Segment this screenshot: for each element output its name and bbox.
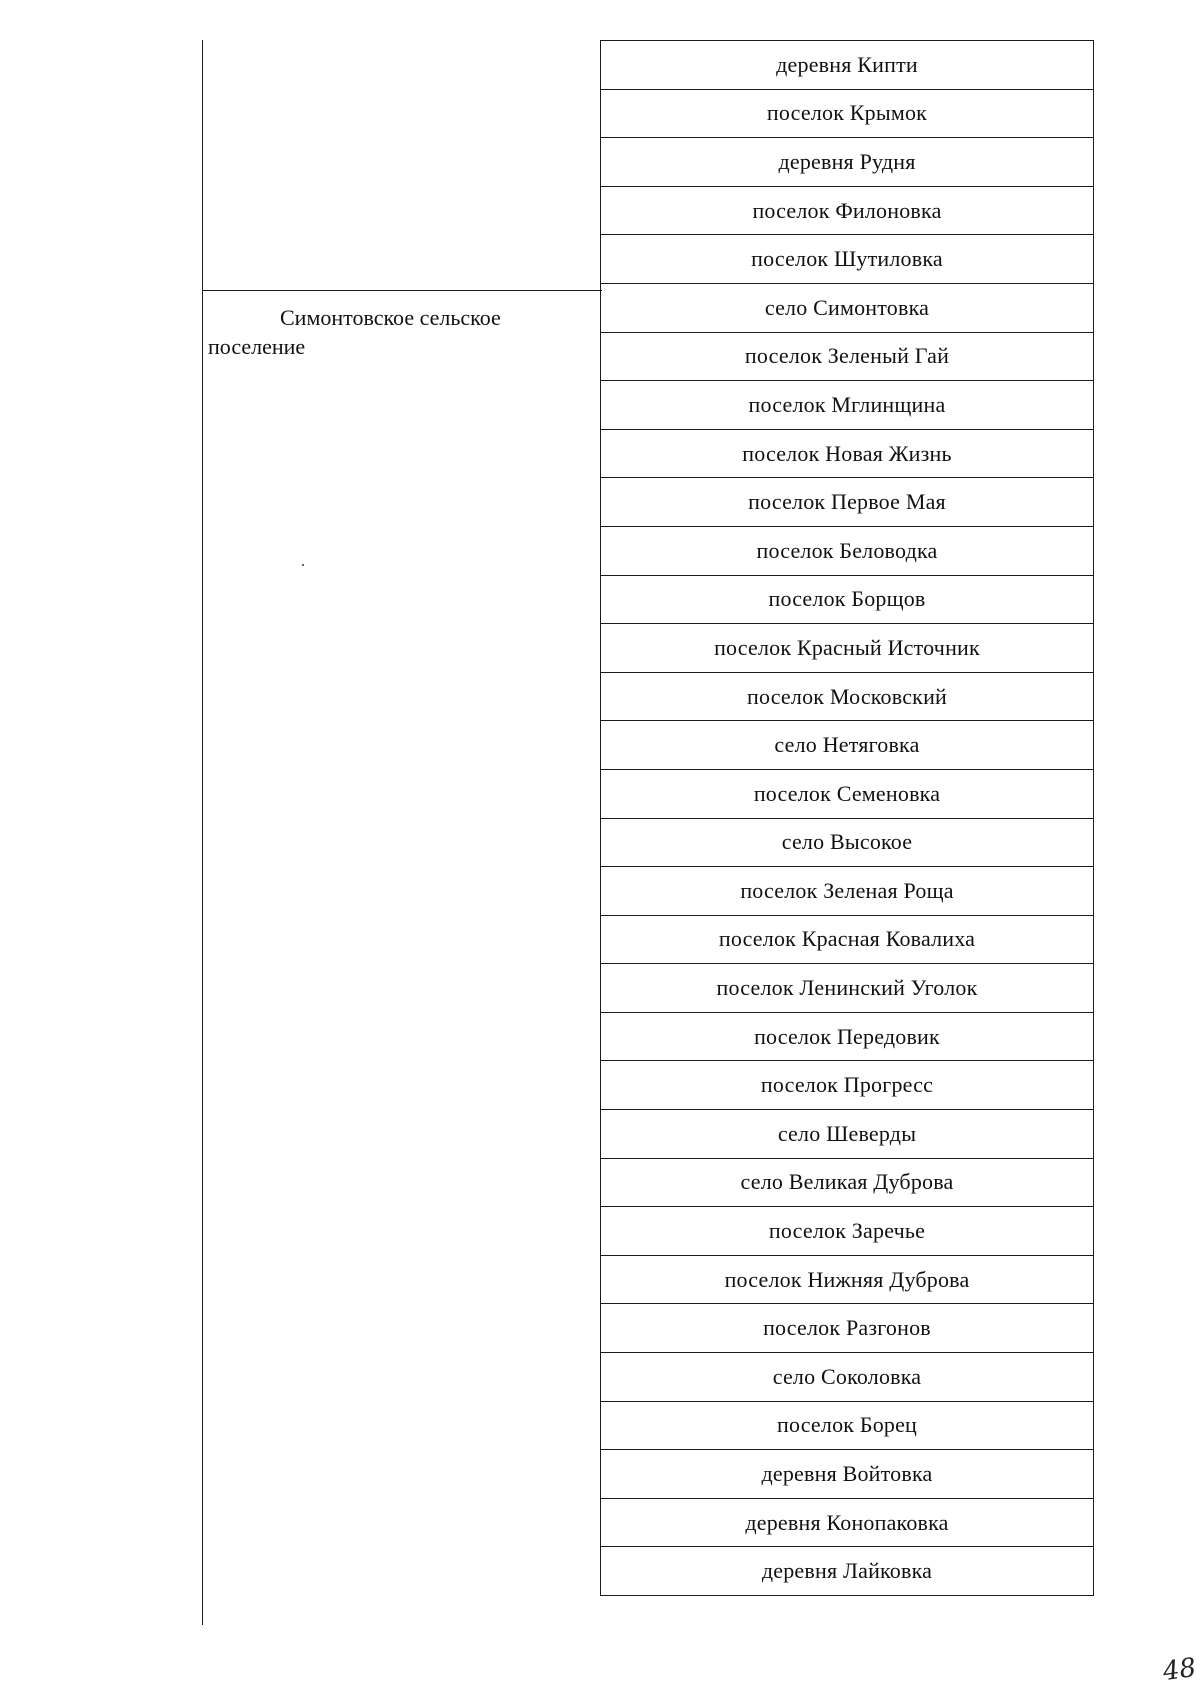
locality-name: поселок Крымок: [766, 100, 928, 126]
locality-name: поселок Ленинский Уголок: [716, 975, 978, 1001]
locality-row: [601, 1110, 1093, 1159]
locality-row: [601, 673, 1093, 722]
locality-row: [601, 1353, 1093, 1402]
locality-row: [601, 333, 1093, 382]
locality-row: [601, 770, 1093, 819]
locality-name: село Высокое: [781, 829, 913, 855]
locality-row: [601, 1207, 1093, 1256]
locality-row: [601, 624, 1093, 673]
locality-row: [601, 1159, 1093, 1208]
locality-name: село Нетяговка: [774, 732, 920, 758]
locality-row: [601, 1256, 1093, 1305]
locality-row: [601, 867, 1093, 916]
localities-column: [600, 40, 1094, 1596]
page-number: 48: [1161, 1652, 1199, 1688]
locality-name: поселок Борец: [776, 1412, 918, 1438]
locality-name: поселок Мглинщина: [748, 391, 946, 417]
locality-row: [601, 235, 1093, 284]
locality-name: деревня Кипти: [776, 51, 918, 77]
locality-row: [601, 527, 1093, 576]
locality-row: [601, 964, 1093, 1013]
locality-row: [601, 138, 1093, 187]
locality-row: [601, 430, 1093, 479]
locality-row: [601, 1304, 1093, 1353]
locality-name: поселок Шутиловка: [751, 246, 943, 272]
locality-name: поселок Зеленый Гай: [744, 343, 950, 369]
locality-name: деревня Конопаковка: [745, 1509, 949, 1535]
settlement-name: Симонтовское сельское поселение: [208, 305, 501, 359]
locality-row: [601, 187, 1093, 236]
locality-name: поселок Красный Источник: [714, 634, 980, 660]
locality-row: [601, 478, 1093, 527]
locality-name: поселок Разгонов: [763, 1315, 931, 1341]
locality-name: село Симонтовка: [764, 294, 930, 320]
locality-row: [601, 819, 1093, 868]
locality-name: деревня Войтовка: [761, 1461, 933, 1487]
locality-name: поселок Заречье: [768, 1218, 926, 1244]
locality-name: поселок Беловодка: [756, 537, 938, 563]
locality-row: [601, 1013, 1093, 1062]
locality-row: [601, 916, 1093, 965]
locality-name: поселок Красная Ковалиха: [718, 926, 976, 952]
locality-row: [601, 1499, 1093, 1548]
settlement-name-cell: [202, 291, 598, 361]
locality-name: деревня Лайковка: [761, 1558, 933, 1584]
locality-name: поселок Передовик: [754, 1023, 940, 1049]
locality-name: поселок Первое Мая: [748, 489, 946, 515]
locality-name: село Соколовка: [772, 1363, 922, 1389]
locality-name: поселок Нижняя Дуброва: [724, 1266, 970, 1292]
locality-name: село Шеверды: [777, 1120, 917, 1146]
locality-row: [601, 1450, 1093, 1499]
locality-name: село Великая Дуброва: [740, 1169, 954, 1195]
locality-name: поселок Борщов: [768, 586, 926, 612]
locality-row: [601, 1402, 1093, 1451]
locality-row: [601, 381, 1093, 430]
locality-name: деревня Рудня: [778, 148, 916, 174]
locality-row: [601, 90, 1093, 139]
locality-name: поселок Московский: [746, 683, 948, 709]
locality-name: поселок Новая Жизнь: [742, 440, 952, 466]
locality-name: поселок Прогресс: [760, 1072, 934, 1098]
locality-name: поселок Филоновка: [752, 197, 942, 223]
locality-row: [601, 284, 1093, 333]
previous-settlement-cell: [202, 40, 602, 291]
locality-name: поселок Зеленая Роща: [740, 877, 954, 903]
scan-speck: [302, 564, 304, 566]
locality-row: [601, 576, 1093, 625]
locality-row: [601, 1061, 1093, 1110]
locality-row: [601, 1547, 1093, 1596]
locality-row: [601, 41, 1093, 90]
locality-name: поселок Семеновка: [753, 780, 941, 806]
locality-row: [601, 721, 1093, 770]
